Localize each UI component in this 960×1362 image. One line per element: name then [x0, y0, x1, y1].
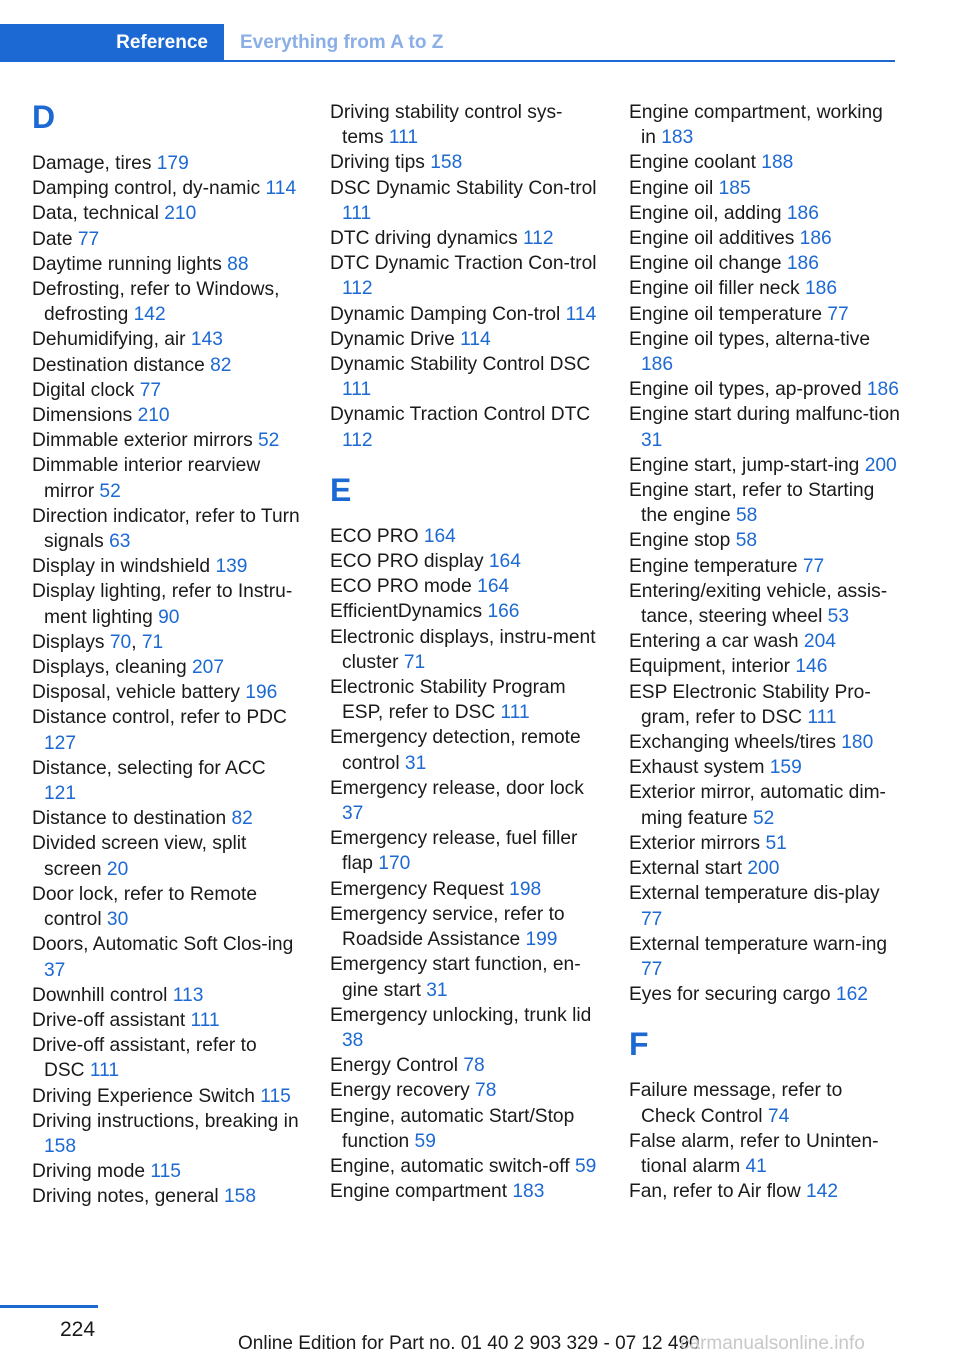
edition-note: Online Edition for Part no. 01 40 2 903 329 - 07 12 490 — [238, 1333, 700, 1354]
index-term: Engine oil filler neck — [629, 278, 805, 300]
index-entry — [629, 100, 901, 150]
index-term: Engine coolant — [629, 152, 762, 174]
index-term: ECO PRO — [330, 525, 424, 547]
page-reference-link[interactable]: 20 — [106, 858, 129, 880]
index-entry — [330, 776, 600, 826]
page-reference-link[interactable]: 158 — [223, 1186, 256, 1208]
index-term: Driving notes, general — [32, 1186, 224, 1208]
index-term: Fan, refer to Air flow — [629, 1181, 807, 1203]
page-reference-link[interactable]: 51 — [765, 832, 787, 854]
index-entry — [330, 524, 600, 549]
page-reference-link[interactable]: 31 — [404, 752, 427, 774]
index-term: Energy recovery — [330, 1080, 476, 1102]
index-entry — [629, 554, 901, 579]
index-term: Driving instructions, breaking in — [32, 1110, 299, 1132]
index-term: Engine temperature — [629, 555, 803, 577]
index-term: Engine compartment, working in — [629, 102, 883, 149]
index-entry — [629, 201, 901, 226]
index-entry — [629, 402, 901, 452]
index-entry — [330, 402, 600, 452]
index-entry — [330, 877, 600, 902]
index-term: Engine oil — [629, 177, 719, 199]
index-entry — [330, 327, 600, 352]
index-entry — [629, 276, 901, 301]
index-term: Damping control, dy-namic — [32, 178, 266, 200]
index-term: Dimmable exterior mirrors — [32, 430, 259, 452]
index-entry — [330, 625, 600, 675]
index-term: Date — [32, 228, 78, 250]
index-term: Damage, tires — [32, 153, 157, 174]
page-reference-link[interactable]: 82 — [210, 354, 232, 376]
index-entry — [32, 403, 302, 428]
page-reference-link[interactable]: 210 — [137, 405, 170, 427]
page-reference-link[interactable]: 146 — [795, 656, 828, 678]
page-reference-link[interactable]: 210 — [164, 203, 197, 225]
index-column-3 — [629, 100, 901, 1204]
index-entry — [32, 655, 302, 680]
page-reference-link[interactable]: 185 — [718, 177, 751, 199]
page-reference-link[interactable]: 111 — [388, 127, 419, 149]
page-reference-link[interactable]: 186 — [786, 202, 819, 224]
index-entry — [629, 478, 901, 528]
index-term: Engine oil types, alterna-tive — [629, 328, 871, 350]
page-reference-link[interactable]: 114 — [565, 303, 597, 325]
index-entry — [32, 277, 302, 327]
index-entry — [629, 327, 901, 377]
index-term: Exchanging wheels/tires — [629, 732, 842, 754]
index-term: Emergency detection, remote control — [330, 727, 581, 774]
index-entry — [330, 725, 600, 775]
index-term: Drive-off assistant, refer to DSC — [32, 1035, 257, 1082]
index-entry — [32, 1033, 302, 1083]
page-reference-link[interactable]: 112 — [523, 228, 554, 250]
page-reference-link[interactable]: 70 — [109, 631, 132, 653]
index-entry — [32, 831, 302, 881]
index-entry — [629, 654, 901, 679]
section-label: Reference — [116, 32, 208, 53]
index-term: Engine oil types, ap-proved — [629, 379, 867, 401]
index-term: Distance to destination — [32, 808, 232, 830]
index-entry — [32, 252, 302, 277]
page-reference-link[interactable]: 112 — [342, 278, 373, 300]
page-reference-link[interactable]: 111 — [500, 702, 530, 724]
index-entry — [629, 377, 901, 402]
index-entry — [330, 251, 600, 301]
index-entry — [629, 453, 901, 478]
index-entry — [629, 1179, 901, 1204]
page-reference-link[interactable]: 111 — [89, 1060, 120, 1082]
index-term: Dynamic Drive — [330, 328, 461, 350]
page-reference-link[interactable]: 121 — [44, 783, 77, 805]
index-entry — [32, 1184, 302, 1209]
page-reference-link[interactable]: 111 — [342, 379, 372, 401]
page-reference-link[interactable]: 78 — [475, 1080, 497, 1102]
index-entry — [32, 428, 302, 453]
index-term: Entering/exiting vehicle, assis-tance, steering wheel — [629, 580, 888, 628]
index-entry — [629, 881, 901, 931]
index-term: Engine stop — [629, 530, 736, 552]
index-term: Engine oil, adding — [629, 202, 787, 224]
index-term: DSC Dynamic Stability Con-trol — [330, 177, 597, 199]
page-reference-link[interactable]: 112 — [342, 429, 373, 451]
page-reference-link[interactable]: 199 — [525, 929, 558, 951]
index-term: Doors, Automatic Soft Clos-ing — [32, 934, 294, 956]
index-term: Engine, automatic Start/Stop function — [330, 1105, 575, 1152]
index-entry — [32, 176, 302, 201]
page-reference-link[interactable]: 111 — [342, 202, 372, 224]
page-reference-link[interactable]: 186 — [866, 379, 899, 401]
page-reference-link[interactable]: 183 — [512, 1181, 545, 1203]
index-term: Exhaust system — [629, 757, 770, 779]
page-reference-link[interactable]: 111 — [807, 706, 837, 728]
page-reference-link[interactable]: 159 — [769, 757, 802, 779]
index-entry — [330, 1053, 600, 1078]
index-entry — [32, 579, 302, 629]
index-term: Dehumidifying, air — [32, 329, 191, 351]
page-reference-link[interactable]: 31 — [641, 429, 663, 451]
index-term: Direction indicator, refer to Turn signals — [32, 505, 300, 553]
page-reference-link[interactable]: 207 — [191, 657, 224, 679]
index-term: Entering a car wash — [629, 631, 804, 653]
page-reference-link[interactable]: 77 — [77, 228, 100, 250]
index-entry — [32, 151, 302, 176]
index-term: Driving Experience Switch — [32, 1085, 261, 1107]
page-reference-link[interactable]: 52 — [753, 807, 775, 829]
index-term: Electronic displays, instru-ment cluster — [330, 626, 596, 673]
index-term: Emergency start function, en-gine start — [330, 954, 581, 1001]
page-reference-link[interactable]: 139 — [215, 556, 248, 578]
section-letter: F — [629, 1026, 649, 1063]
page-reference-link[interactable]: 71 — [141, 631, 164, 653]
index-column-2 — [330, 100, 600, 1204]
page-reference-link[interactable]: 186 — [786, 253, 819, 275]
index-term: Exterior mirrors — [629, 832, 766, 854]
index-term: Digital clock — [32, 379, 140, 401]
page-reference-link[interactable]: 180 — [841, 732, 874, 754]
page-reference-link[interactable]: 52 — [99, 480, 121, 502]
page-reference-link[interactable]: 114 — [460, 328, 491, 350]
index-entry — [32, 1159, 302, 1184]
page-reference-link[interactable]: 77 — [827, 303, 849, 325]
index-entry — [629, 226, 901, 251]
index-term: Dimmable interior rearview mirror — [32, 455, 261, 502]
index-entry — [629, 780, 901, 830]
page-reference-link[interactable]: 164 — [488, 551, 521, 573]
page-reference-link[interactable]: 198 — [509, 878, 542, 900]
index-term: External temperature dis-play — [629, 883, 880, 905]
page-reference-link[interactable]: 113 — [172, 984, 204, 1006]
page-reference-link[interactable]: 186 — [799, 228, 832, 250]
page-reference-link[interactable]: 59 — [574, 1155, 597, 1177]
page-reference-link[interactable]: 82 — [231, 808, 253, 830]
index-term: Display lighting, refer to Instru-ment lighting — [32, 581, 293, 628]
index-term: External temperature warn-ing — [629, 933, 888, 955]
page-reference-link[interactable]: 77 — [139, 379, 162, 401]
index-entry — [330, 952, 600, 1002]
index-entry — [330, 176, 600, 226]
page-reference-link[interactable]: 127 — [44, 732, 77, 754]
page-reference-link[interactable]: 37 — [44, 959, 66, 981]
index-entry — [32, 882, 302, 932]
index-term: Emergency unlocking, trunk lid — [330, 1004, 592, 1026]
page-reference-link[interactable]: 183 — [661, 127, 694, 149]
section-letter: D — [32, 99, 56, 135]
index-entry — [32, 378, 302, 403]
index-term: Disposal, vehicle battery — [32, 682, 246, 704]
index-term: Emergency release, door lock — [330, 777, 584, 799]
index-term: Drive-off assistant — [32, 1009, 191, 1031]
index-entry — [629, 831, 901, 856]
index-entry — [330, 902, 600, 952]
page-reference-link[interactable]: 164 — [423, 525, 456, 547]
page-reference-link[interactable]: 88 — [227, 253, 249, 275]
index-term: Distance, selecting for ACC — [32, 757, 266, 779]
index-term: Engine compartment — [330, 1181, 513, 1203]
index-entry — [629, 932, 901, 982]
index-entry — [32, 201, 302, 226]
index-entry: Displays 70, 71 — [32, 631, 164, 653]
section-tab — [0, 24, 224, 62]
index-entry — [330, 675, 600, 725]
index-term: Divided screen view, split screen — [32, 833, 247, 880]
page-reference-link[interactable]: 31 — [426, 979, 448, 1001]
page-reference-link[interactable]: 37 — [342, 803, 364, 825]
index-term: Distance control, refer to PDC — [32, 707, 287, 729]
index-entry — [629, 680, 901, 730]
index-term: ESP Electronic Stability Pro-gram, refer to DSC — [629, 681, 871, 728]
index-entry — [330, 302, 600, 327]
page-reference-link[interactable]: 111 — [190, 1009, 220, 1031]
section-letter: E — [330, 471, 352, 508]
index-entry — [629, 251, 901, 276]
page-reference-link[interactable]: 204 — [803, 631, 836, 653]
page-reference-link[interactable]: 200 — [747, 858, 780, 880]
index-entry — [330, 549, 600, 574]
watermark: carmanualsonline.info — [680, 1333, 865, 1354]
page-reference-link[interactable]: 114 — [265, 178, 297, 200]
index-entry — [330, 1104, 600, 1154]
page-reference-link[interactable]: 74 — [767, 1105, 790, 1127]
page-reference-link[interactable]: 186 — [641, 354, 674, 376]
index-entry — [629, 150, 901, 175]
index-term: False alarm, refer to Uninten-tional alarm — [629, 1130, 879, 1177]
index-entry — [330, 100, 600, 150]
index-entry — [32, 353, 302, 378]
page-reference-link[interactable]: 179 — [156, 153, 189, 174]
index-term: Data, technical — [32, 203, 165, 225]
page-reference-link[interactable]: 188 — [761, 152, 794, 174]
page-reference-link[interactable]: 30 — [106, 909, 129, 931]
index-term: Displays — [32, 631, 110, 653]
index-entry — [32, 1109, 302, 1159]
index-term: Driving mode — [32, 1161, 151, 1183]
index-term: Daytime running lights — [32, 253, 228, 275]
index-entry — [32, 983, 302, 1008]
index-entry — [629, 528, 901, 553]
index-term: Emergency service, refer to Roadside Assistance — [330, 903, 565, 951]
index-term: Downhill control — [32, 984, 173, 1006]
page-reference-link[interactable]: 53 — [827, 606, 850, 628]
index-term: Engine start during malfunc-tion — [629, 404, 900, 426]
index-entry — [629, 755, 901, 780]
index-term: Dynamic Damping Con-trol — [330, 303, 566, 325]
index-entry — [330, 150, 600, 175]
index-entry — [330, 1154, 600, 1179]
index-term: Engine oil additives — [629, 228, 800, 250]
index-term: Dynamic Traction Control DTC — [330, 404, 591, 426]
index-term: Energy Control — [330, 1055, 464, 1077]
index-entry — [629, 1078, 901, 1128]
index-term: Engine start, jump-start-ing — [629, 454, 865, 476]
index-term: EfficientDynamics — [330, 601, 488, 623]
page-reference-link[interactable]: 59 — [414, 1130, 436, 1152]
index-term: Eyes for securing cargo — [629, 984, 836, 1006]
index-term: Emergency Request — [330, 878, 510, 900]
index-entry — [330, 226, 600, 251]
index-entry — [32, 327, 302, 352]
index-term: External start — [629, 858, 748, 880]
page-reference-link[interactable]: 77 — [641, 958, 663, 980]
index-entry — [629, 176, 901, 201]
index-term: Dimensions — [32, 405, 138, 427]
index-entry — [629, 982, 901, 1007]
page-reference-link[interactable]: 158 — [430, 152, 463, 174]
index-column-1 — [32, 100, 302, 1210]
page-reference-link[interactable]: 77 — [802, 555, 825, 577]
index-entry — [32, 932, 302, 982]
header-bar — [0, 24, 895, 62]
page-reference-link[interactable]: 196 — [245, 682, 278, 704]
index-entry — [629, 629, 901, 654]
index-term: Engine oil change — [629, 253, 787, 275]
index-term: Electronic Stability Program ESP, refer to DSC — [330, 677, 566, 724]
index-term: Driving stability control sys-tems — [330, 102, 563, 149]
index-term: Engine, automatic switch-off — [330, 1155, 575, 1177]
subsection-tab — [240, 24, 443, 62]
index-term: Equipment, interior — [629, 656, 796, 678]
page-reference-link[interactable]: 71 — [403, 651, 426, 673]
page-reference-link[interactable]: 58 — [735, 505, 758, 527]
page-reference-link[interactable]: 38 — [342, 1029, 364, 1051]
index-term: Defrosting, refer to Windows, defrosting — [32, 279, 280, 326]
index-entry — [32, 680, 302, 705]
page-reference-link[interactable]: 52 — [258, 430, 280, 452]
page-reference-link[interactable]: 58 — [735, 530, 758, 552]
index-entry — [32, 504, 302, 554]
index-entry — [330, 1078, 600, 1103]
page-reference-link[interactable]: 41 — [745, 1155, 767, 1177]
page-reference-link[interactable]: 200 — [864, 454, 897, 476]
index-entry — [629, 856, 901, 881]
index-entry — [330, 352, 600, 402]
index-entry — [32, 554, 302, 579]
index-entry — [330, 1179, 600, 1204]
index-entry — [330, 574, 600, 599]
footer-rule — [0, 1305, 98, 1308]
index-entry — [629, 579, 901, 629]
index-term: ECO PRO mode — [330, 576, 478, 598]
page-reference-link[interactable]: 142 — [806, 1181, 839, 1203]
index-term: Destination distance — [32, 354, 211, 376]
index-term: Engine start, refer to Starting the engine — [629, 480, 875, 527]
page-reference-link[interactable]: 90 — [158, 606, 180, 628]
index-term: Exterior mirror, automatic dim-ming feature — [629, 782, 886, 829]
index-entry — [32, 227, 302, 252]
page-reference-link[interactable]: 164 — [477, 576, 510, 598]
index-entry — [629, 730, 901, 755]
page-reference-link[interactable]: 170 — [378, 853, 411, 875]
index-term: ECO PRO display — [330, 551, 489, 573]
index-entry — [330, 826, 600, 876]
page-number: 224 — [60, 1318, 96, 1341]
page-reference-link[interactable]: 166 — [487, 601, 520, 623]
index-term: Display in windshield — [32, 556, 216, 578]
page-reference-link[interactable]: 143 — [190, 329, 223, 351]
page-reference-link[interactable]: 142 — [133, 304, 166, 326]
page-reference-link[interactable]: 77 — [641, 908, 663, 930]
subsection-label: Everything from A to Z — [240, 32, 444, 53]
index-term: Displays, cleaning — [32, 657, 192, 679]
index-entry — [32, 453, 302, 503]
page-reference-link[interactable]: 115 — [260, 1085, 291, 1107]
page-reference-link[interactable]: 63 — [109, 531, 131, 553]
index-term: Emergency release, fuel filler flap — [330, 828, 578, 875]
page-reference-link[interactable]: 115 — [150, 1161, 181, 1183]
index-entry — [629, 1129, 901, 1179]
index-entry — [32, 1084, 302, 1109]
index-entry — [32, 1008, 302, 1033]
index-entry — [330, 599, 600, 624]
index-term: DTC Dynamic Traction Con-trol — [330, 253, 597, 275]
index-entry — [32, 806, 302, 831]
page-reference-link[interactable]: 158 — [44, 1135, 77, 1157]
index-entry — [32, 705, 302, 755]
index-term: Dynamic Stability Control DSC — [330, 354, 591, 376]
page-reference-link[interactable]: 186 — [804, 278, 837, 300]
index-term: Engine oil temperature — [629, 303, 828, 325]
header-rule — [0, 60, 895, 62]
index-entry — [32, 756, 302, 806]
index-entry — [629, 302, 901, 327]
index-term: Failure message, refer to Check Control — [629, 1080, 843, 1127]
index-term: Door lock, refer to Remote control — [32, 883, 258, 931]
page-reference-link[interactable]: 78 — [463, 1055, 485, 1077]
index-term: Driving tips — [330, 152, 431, 174]
index-term: DTC driving dynamics — [330, 228, 523, 250]
index-entry — [330, 1003, 600, 1053]
page-reference-link[interactable]: 162 — [835, 984, 868, 1006]
